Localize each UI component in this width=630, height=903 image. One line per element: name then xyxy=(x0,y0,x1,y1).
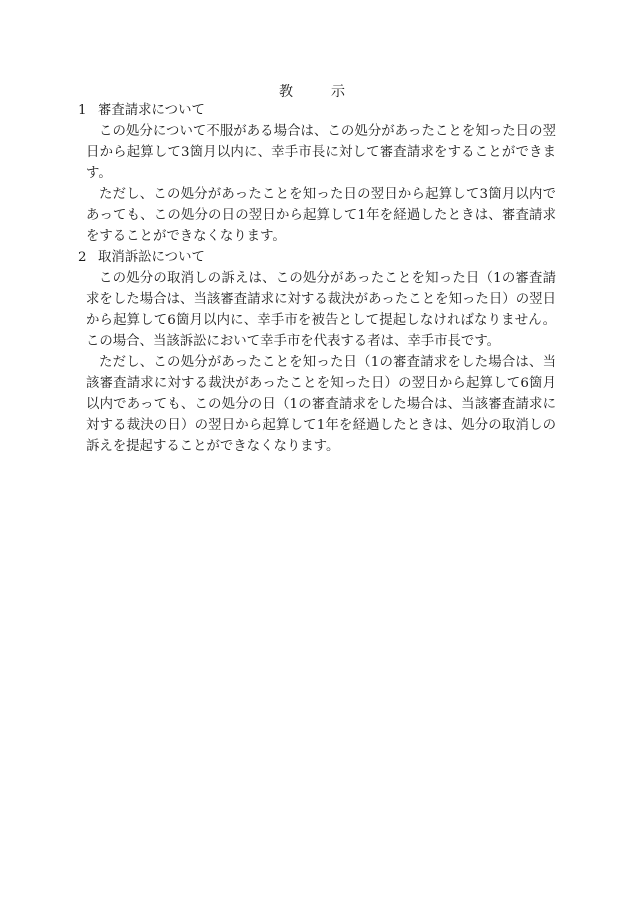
section-revocation-suit xyxy=(78,247,556,457)
section-heading xyxy=(78,247,556,268)
section-heading xyxy=(78,100,556,121)
paragraph: この処分について不服がある場合は、この処分があったことを知った日の翌日から起算して3箇月以内に、幸手市長に対して審査請求をすることができます。 xyxy=(86,124,556,181)
section-review-request xyxy=(78,100,556,247)
section-title: 取消訴訟について xyxy=(98,250,205,265)
paragraph: ただし、この処分があったことを知った日の翌日から起算して3箇月以内であっても、この処分の日の翌日から起算して1年を経過したときは、審査請求をすることができなくなります。 xyxy=(86,187,556,244)
section-number: 1 xyxy=(78,103,87,118)
paragraph: この処分の取消しの訴えは、この処分があったことを知った日（1の審査請求をした場合は、当該審査請求に対する裁決があったことを知った日）の翌日から起算して6箇月以内に、幸手市を被告として提起しなければなりません。この場合、当該訴訟において幸手市を代表する者は、幸手市長です。 xyxy=(86,271,556,349)
document-body xyxy=(78,100,556,457)
document-title: 教 示 xyxy=(279,84,357,100)
section-number: 2 xyxy=(78,250,87,265)
paragraph: ただし、この処分があったことを知った日（1の審査請求をした場合は、当該審査請求に対する裁決があったことを知った日）の翌日から起算して6箇月以内であっても、この処分の日（1の審査請求をした場合は、当該審査請求に対する裁決の日）の翌日から起算して1年を経過したときは、処分の取消しの訴えを提起することができなくなります。 xyxy=(86,355,556,454)
section-title: 審査請求について xyxy=(98,103,205,118)
